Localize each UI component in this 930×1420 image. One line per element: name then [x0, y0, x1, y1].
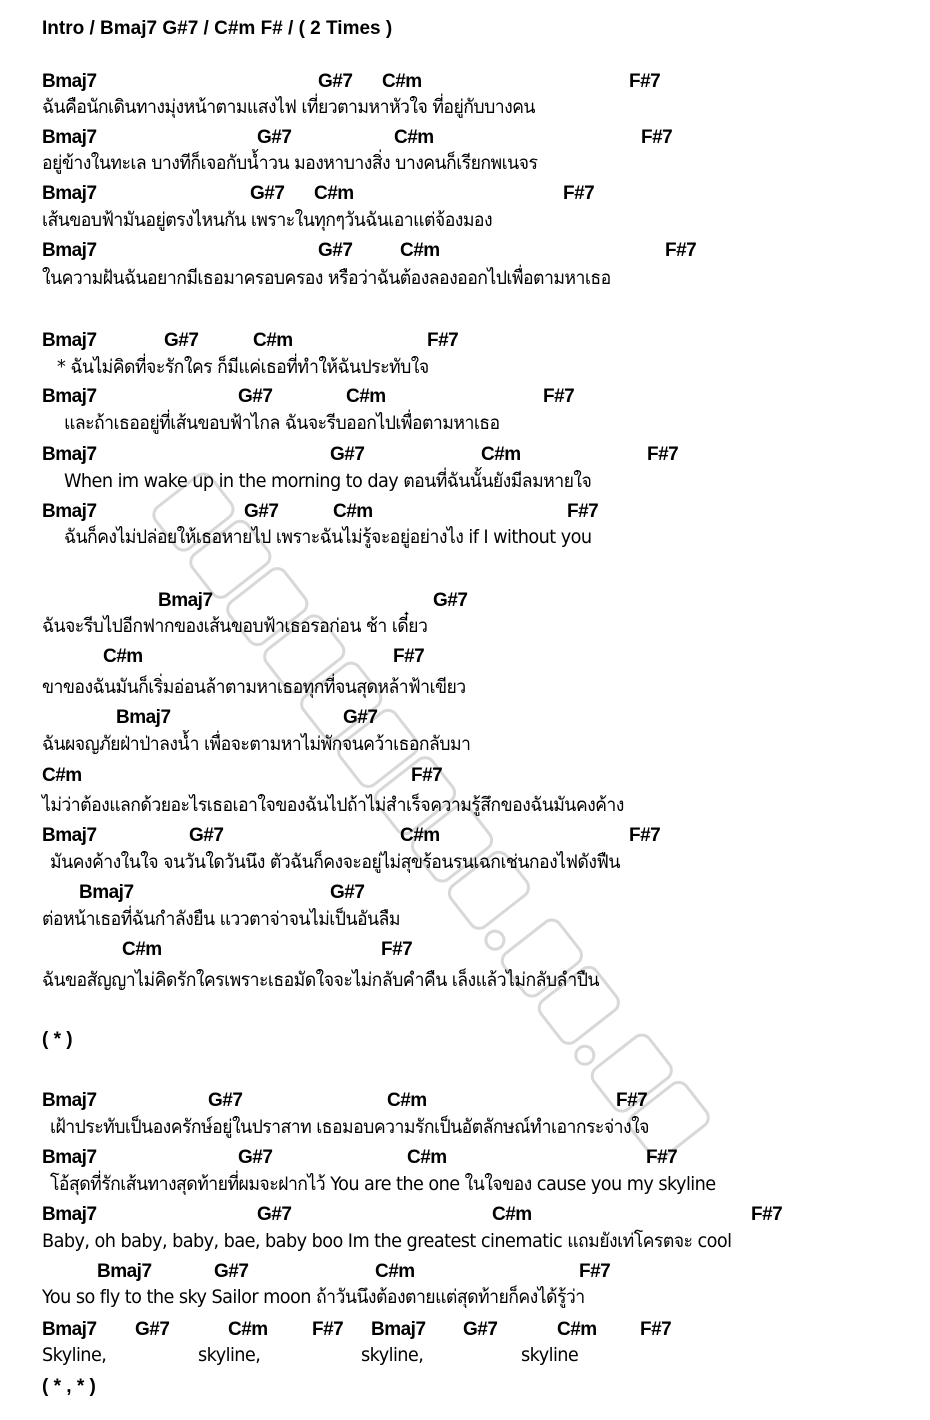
chord-label: Bmaj7	[79, 882, 134, 903]
chord-label: G#7	[433, 590, 468, 611]
chord-label: F#7	[393, 646, 425, 667]
lyric-segment: skyline,	[198, 1344, 261, 1366]
chord-label: G#7	[343, 707, 378, 728]
chord-label: C#m	[314, 183, 354, 204]
chord-label: C#m	[557, 1319, 597, 1340]
chord-label: G#7	[208, 1090, 243, 1111]
chord-label: G#7	[238, 1147, 273, 1168]
chord-label: C#m	[382, 71, 422, 92]
chord-label: Bmaj7	[42, 240, 97, 261]
end-repeat-marker: ( * , * )	[42, 1376, 96, 1397]
chord-label: F#7	[616, 1090, 648, 1111]
chord-label: F#7	[543, 386, 575, 407]
chord-label: C#m	[387, 1090, 427, 1111]
chord-label: Bmaj7	[42, 1090, 97, 1111]
chord-label: Bmaj7	[42, 386, 97, 407]
lyric-line: อยู่ข้างในทะเล บางทีก็เจอกับน้ำวน มองหาบางสิ่ง บางคนก็เรียกพเนจร	[42, 152, 538, 174]
chord-label: Bmaj7	[42, 1147, 97, 1168]
chord-label: C#m	[228, 1319, 268, 1340]
lyric-line: ขาของฉันมันก็เริ่มอ่อนล้าตามหาเธอทุกที่จนสุดหล้าฟ้าเขียว	[42, 676, 466, 698]
chord-label: C#m	[407, 1147, 447, 1168]
intro-line: Intro / Bmaj7 G#7 / C#m F# / ( 2 Times )	[42, 18, 393, 39]
chord-label: G#7	[135, 1319, 170, 1340]
chord-label: Bmaj7	[42, 71, 97, 92]
chord-label: Bmaj7	[42, 501, 97, 522]
chord-label: Bmaj7	[42, 1319, 97, 1340]
chord-label: G#7	[330, 882, 365, 903]
chord-label: Bmaj7	[42, 183, 97, 204]
chorus-repeat-marker: ( * )	[42, 1029, 73, 1050]
lyric-line: ฉันคือนักเดินทางมุ่งหน้าตามแสงไฟ เที่ยวตามหาหัวใจ ที่อยู่กับบางคน	[42, 96, 535, 118]
lyric-line: เส้นขอบฟ้ามันอยู่ตรงไหนกัน เพราะในทุกๆวันฉันเอาแต่จ้องมอง	[42, 209, 493, 231]
lyric-line: ไม่ว่าต้องแลกด้วยอะไรเธอเอาใจของฉันไปถ้าไม่สำเร็จความรู้สึกของฉันมันคงค้าง	[42, 794, 624, 816]
chord-label: F#7	[411, 765, 443, 786]
chord-label: G#7	[164, 330, 199, 351]
lyric-line: Baby, oh baby, baby, bae, baby boo Im the greatest cinematic แถมยังเท่โครตจะ cool	[42, 1230, 732, 1252]
lyric-line: ฉันก็คงไม่ปล่อยให้เธอหายไป เพราะฉันไม่รู้จะอยู่อย่างไง if I without you	[64, 526, 592, 548]
lyric-line: ฉันจะรีบไปอีกฟากของเส้นขอบฟ้าเธอรอก่อน ช้า เดี๋ยว	[42, 615, 428, 637]
chord-label: G#7	[318, 71, 353, 92]
chord-label: C#m	[394, 127, 434, 148]
chord-label: G#7	[244, 501, 279, 522]
chord-label: C#m	[42, 765, 82, 786]
chord-label: F#7	[641, 127, 673, 148]
chord-label: C#m	[481, 444, 521, 465]
chord-label: F#7	[629, 71, 661, 92]
chord-label: Bmaj7	[97, 1261, 152, 1282]
chord-label: F#7	[563, 183, 595, 204]
chord-label: Bmaj7	[42, 127, 97, 148]
chord-label: Bmaj7	[42, 444, 97, 465]
chord-label: F#7	[381, 939, 413, 960]
chord-label: F#7	[646, 1147, 678, 1168]
chord-label: F#7	[427, 330, 459, 351]
chord-label: Bmaj7	[42, 1204, 97, 1225]
chord-label: F#7	[312, 1319, 344, 1340]
chord-label: G#7	[318, 240, 353, 261]
chord-label: Bmaj7	[158, 590, 213, 611]
chord-label: G#7	[238, 386, 273, 407]
chord-label: Bmaj7	[42, 825, 97, 846]
chord-label: G#7	[257, 127, 292, 148]
lyric-line: ฉันผจญภัยฝ่าป่าลงน้ำ เพื่อจะตามหาไม่พักจนคว้าเธอกลับมา	[42, 733, 471, 755]
chord-label: Bmaj7	[116, 707, 171, 728]
lyric-line: * ฉันไม่คิดที่จะรักใคร ก็มีแค่เธอที่ทำให้ฉันประทับใจ	[57, 356, 429, 378]
lyric-segment: skyline,	[361, 1344, 424, 1366]
lyric-line: มันคงค้างในใจ จนวันใดวันนึง ตัวฉันก็คงจะอยู่ไม่สุขร้อนรนเฉกเช่นกองไฟดังฟืน	[50, 851, 620, 873]
chord-label: G#7	[189, 825, 224, 846]
chord-label: G#7	[330, 444, 365, 465]
chord-label: C#m	[492, 1204, 532, 1225]
chord-label: C#m	[375, 1261, 415, 1282]
chord-label: F#7	[665, 240, 697, 261]
lyric-line: ต่อหน้าเธอที่ฉันกำลังยืน แววตาจ่าจนไม่เป็นอันลืม	[42, 908, 400, 930]
chord-label: F#7	[629, 825, 661, 846]
lyric-line: ฉันขอสัญญาไม่คิดรักใครเพราะเธอมัดใจจะไม่กลับคำคืน เล็งแล้วไม่กลับลำปืน	[42, 969, 599, 991]
chord-label: C#m	[333, 501, 373, 522]
lyric-line: และถ้าเธออยู่ที่เส้นขอบฟ้าไกล ฉันจะรีบออกไปเพื่อตามหาเธอ	[64, 412, 500, 434]
chord-label: F#7	[579, 1261, 611, 1282]
chord-label: F#7	[647, 444, 679, 465]
lyric-line: ในความฝันฉันอยากมีเธอมาครอบครอง หรือว่าฉันต้องลองออกไปเพื่อตามหาเธอ	[42, 267, 611, 289]
chord-label: Bmaj7	[371, 1319, 426, 1340]
chord-label: G#7	[463, 1319, 498, 1340]
chord-label: F#7	[567, 501, 599, 522]
lyric-line: เฝ้าประทับเป็นองครักษ์อยู่ในปราสาท เธอมอบความรักเป็นอัตลักษณ์ทำเอากระจ่างใจ	[50, 1116, 649, 1138]
chord-label: Bmaj7	[42, 330, 97, 351]
chord-label: F#7	[751, 1204, 783, 1225]
chord-label: C#m	[253, 330, 293, 351]
chord-label: C#m	[103, 646, 143, 667]
lyric-segment: Skyline,	[42, 1344, 107, 1366]
chord-label: C#m	[346, 386, 386, 407]
chord-label: C#m	[400, 240, 440, 261]
chord-label: G#7	[250, 183, 285, 204]
chord-label: G#7	[214, 1261, 249, 1282]
lyric-line: โอ้สุดที่รักเส้นทางสุดท้ายที่ผมจะฝากไว้ You are the one ในใจของ cause you my skyline	[50, 1173, 716, 1195]
lyric-line: You so fly to the sky Sailor moon ถ้าวันนึงต้องตายแต่สุดท้ายก็คงได้รู้ว่า	[42, 1286, 585, 1308]
chord-label: F#7	[640, 1319, 672, 1340]
lyric-segment: skyline	[521, 1344, 579, 1366]
chord-label: C#m	[400, 825, 440, 846]
lyric-line: When im wake up in the morning to day ตอนที่ฉันนั้นยังมีลมหายใจ	[64, 470, 592, 492]
chord-label: G#7	[257, 1204, 292, 1225]
chord-label: C#m	[122, 939, 162, 960]
